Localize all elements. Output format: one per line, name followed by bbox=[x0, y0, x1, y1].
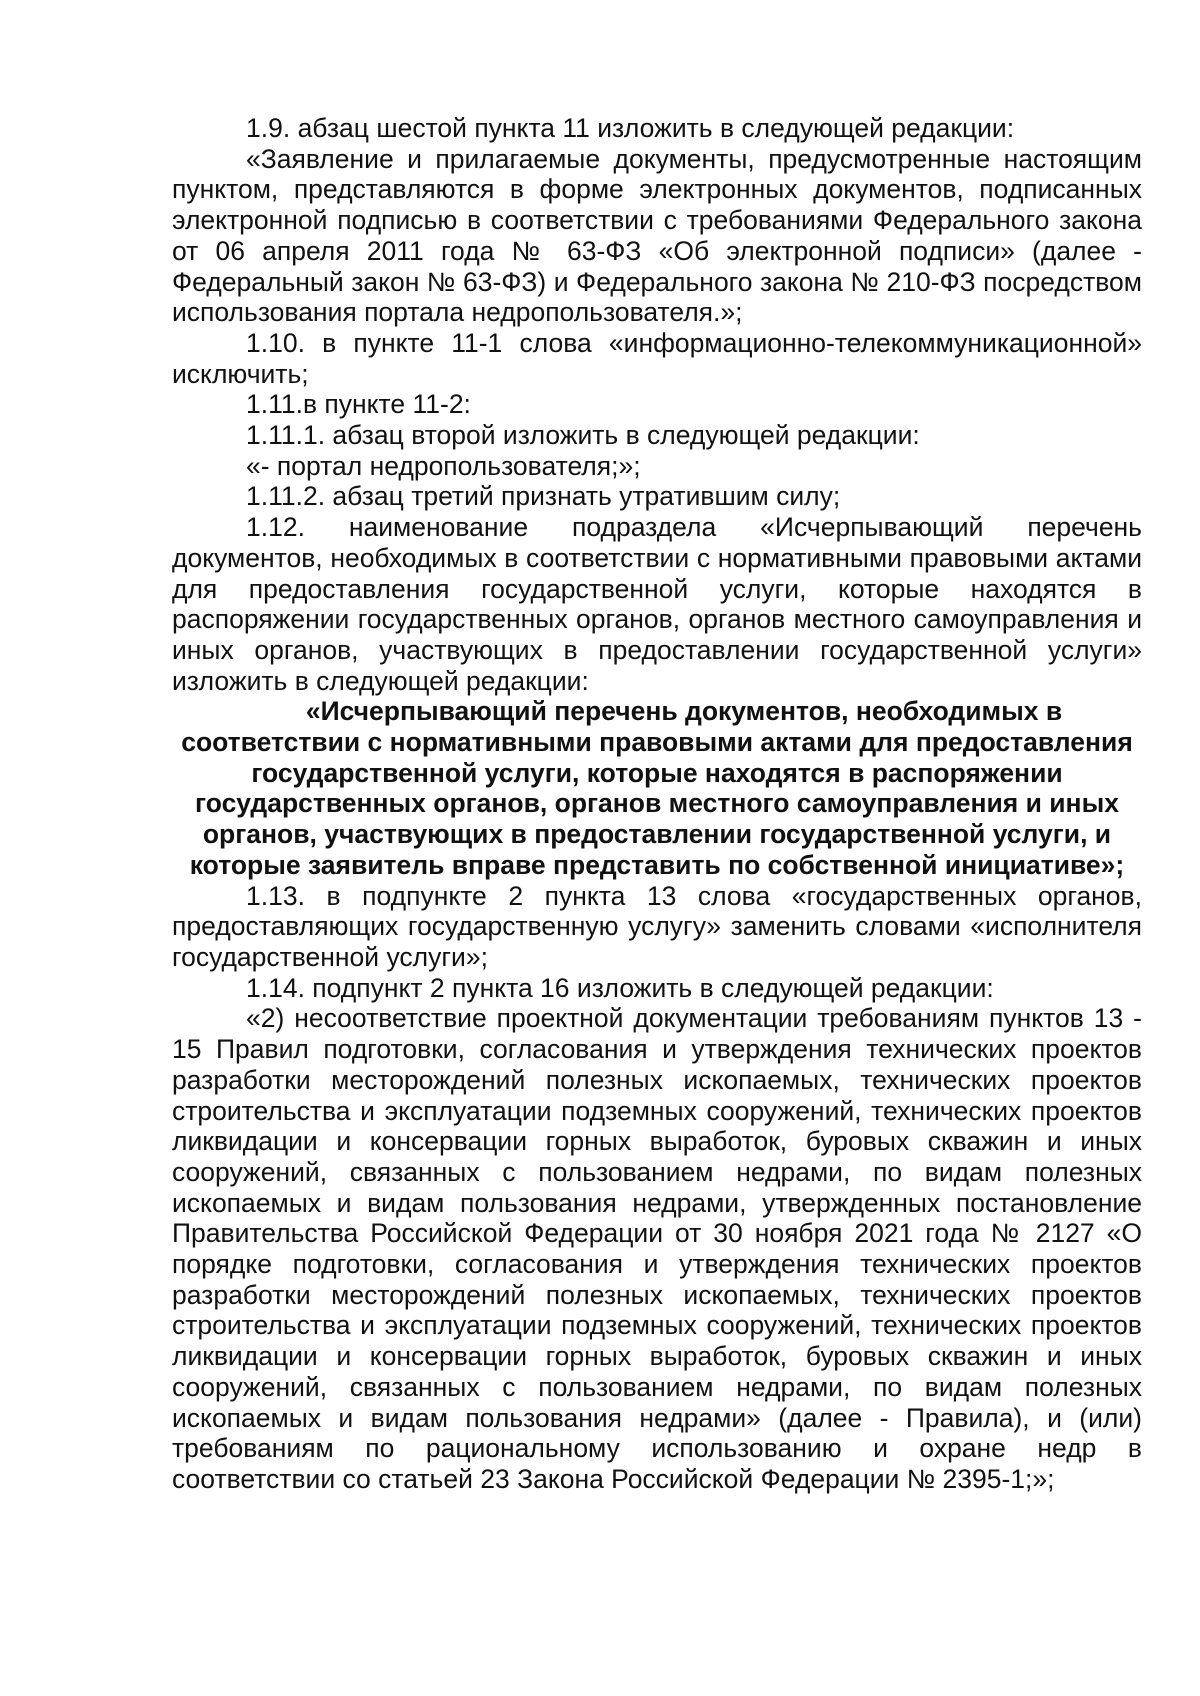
paragraph-1-13: 1.13. в подпункте 2 пункта 13 слова «государственных органов, предоставляющих государственную услугу» заменить словами «исполнителя государственной услуги»; bbox=[172, 880, 1142, 972]
section-heading-bold: «Исчерпывающий перечень документов, необходимых в соответствии с нормативными правовыми актами для предоставления государственной услуги, которые находятся в распоряжении государственных органов, органов местного самоуправления и иных органов, участвующих в предоставлении государственной услуги, и которые заявитель вправе представить по собственной инициативе»; bbox=[181, 696, 1133, 880]
paragraph-1-11-2: 1.11.2. абзац третий признать утратившим силу; bbox=[246, 481, 841, 512]
paragraph-1-9: 1.9. абзац шестой пункта 11 изложить в следующей редакции: bbox=[246, 113, 1015, 143]
paragraph-1-11-1: 1.11.1. абзац второй изложить в следующей редакции: bbox=[246, 420, 920, 451]
paragraph-portal-quote: «- портал недропользователя;»; bbox=[246, 450, 641, 481]
paragraph-application-text: «Заявление и прилагаемые документы, предусмотренные настоящим пунктом, представляются в форме электронных документов, подписанных электронной подписью в соответствии с требованиями Федерального закона от 06 апреля 2011 года № 63-ФЗ «Об электронной подписи» (далее - Федеральный закон № 63-ФЗ) и Федерального закона № 210-ФЗ посредством использования портала недропользователя.»; bbox=[172, 143, 1142, 328]
paragraph-1-14: 1.14. подпункт 2 пункта 16 изложить в следующей редакции: bbox=[246, 972, 994, 1003]
paragraph-1-10: 1.10. в пункте 11-1 слова «информационно-телекоммуникационной» исключить; bbox=[172, 327, 1142, 389]
paragraph-subpoint-2-text: «2) несоответствие проектной документации требованиям пунктов 13 - 15 Правил подготовки, согласования и утверждения технических проектов разработки месторождений полезных ископаемых, технических проектов строительства и эксплуатации подземных сооружений, технических проектов ликвидации и консервации горных выработок, буровых скважин и иных сооружений, связанных с пользованием недрами, по видам полезных ископаемых и видам пользования недрами, утвержденных постановление Правительства Российской Федерации от 30 ноября 2021 года № 2127 «О порядке подготовки, согласования и утверждения технических проектов разработки месторождений полезных ископаемых, технических проектов строительства и эксплуатации подземных сооружений, технических проектов ликвидации и консервации горных выработок, буровых скважин и иных сооружений, связанных с пользованием недрами, по видам полезных ископаемых и видам пользования недрами» (далее - Правила), и (или) требованиям по рациональному использованию и охране недр в соответствии со статьей 23 Закона Российской Федерации № 2395-1;»; bbox=[172, 1003, 1142, 1494]
document-body bbox=[172, 113, 1142, 1495]
paragraph-1-11: 1.11.в пункте 11-2: bbox=[246, 389, 471, 420]
paragraph-1-12: 1.12. наименование подраздела «Исчерпывающий перечень документов, необходимых в соответствии с нормативными правовыми актами для предоставления государственной услуги, которые находятся в распоряжении государственных органов, органов местного самоуправления и иных органов, участвующих в предоставлении государственной услуги» изложить в следующей редакции: bbox=[172, 512, 1142, 696]
